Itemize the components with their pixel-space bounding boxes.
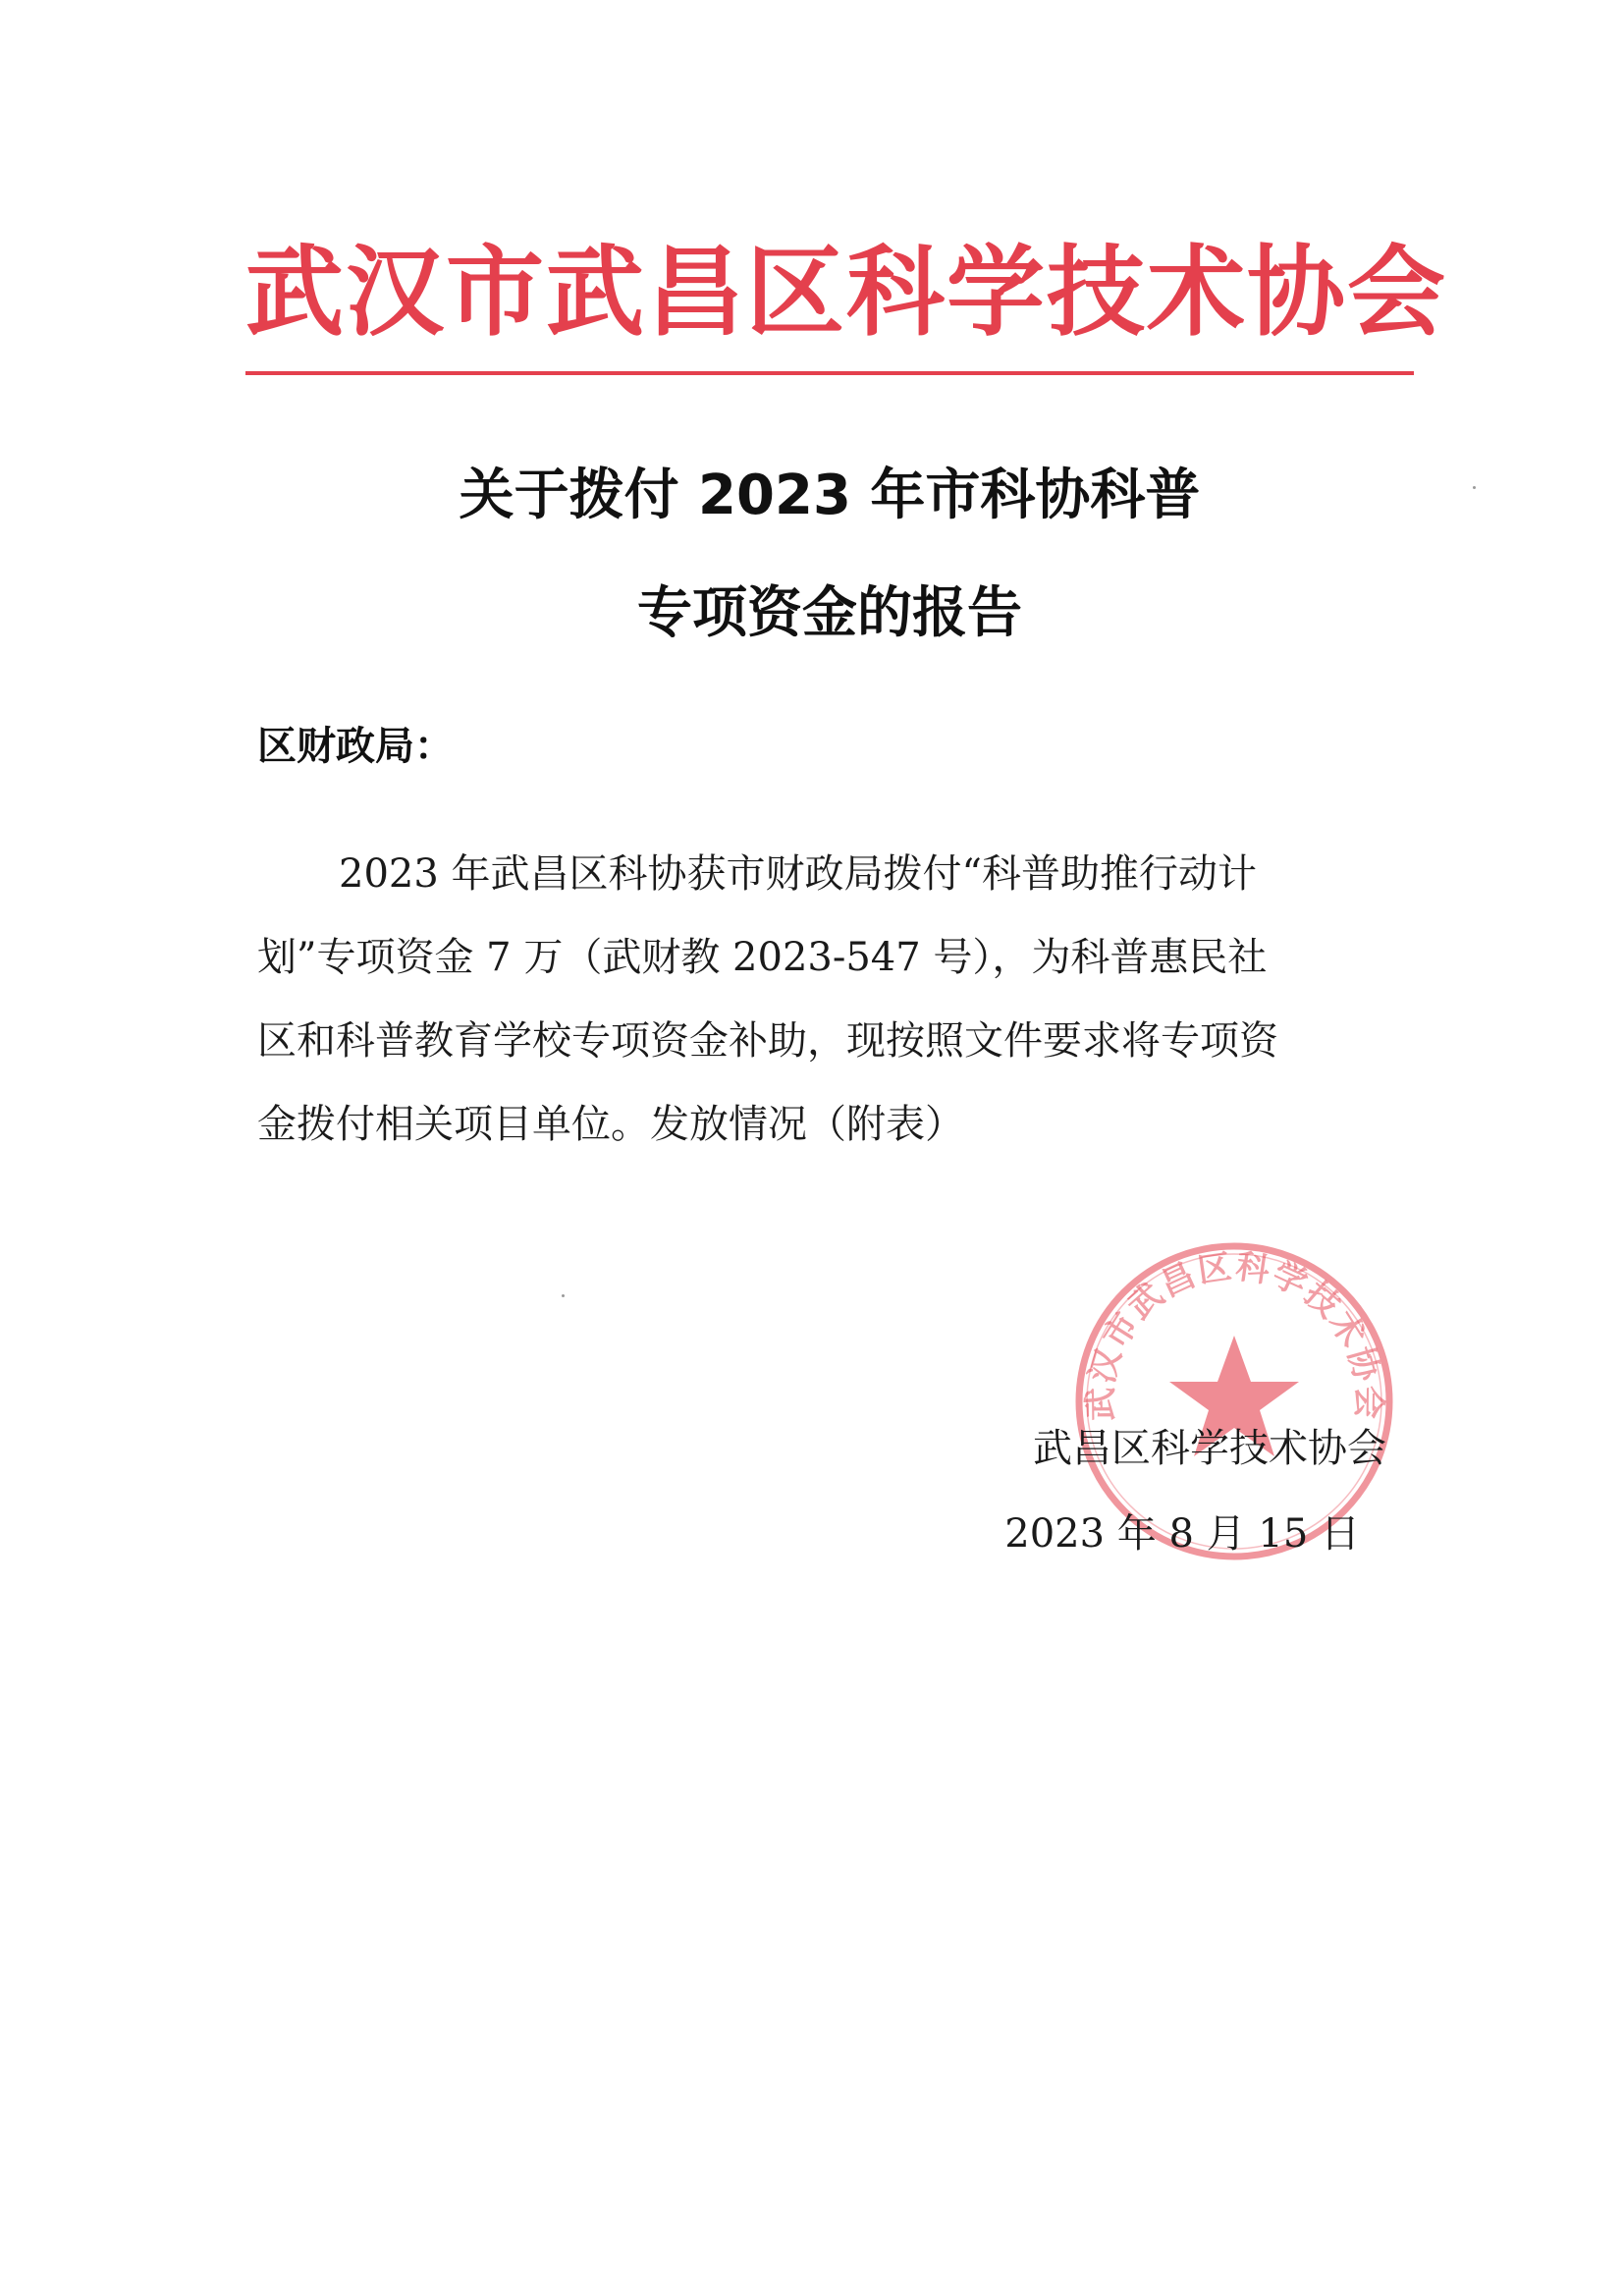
- body-line-3: 区和科普教育学校专项资金补助，现按照文件要求将专项资: [257, 1018, 1278, 1064]
- signature-organization: 武昌区科学技术协会: [1033, 1426, 1386, 1471]
- salutation: 区财政局：: [257, 724, 454, 769]
- signature-date: 2023 年 8 月 15 日: [1004, 1511, 1360, 1557]
- scan-speck: [562, 1294, 565, 1297]
- body-line-4: 金拨付相关项目单位。发放情况（附表）: [257, 1102, 964, 1147]
- body-line-2: 划”专项资金 7 万（武财教 2023-547 号），为科普惠民社: [257, 935, 1268, 980]
- seal-text: 武汉市武昌区科学技术协会: [1081, 1246, 1388, 1422]
- document-title-line-1: 关于拨付 2023 年市科协科普: [459, 464, 1201, 527]
- scan-speck: [1473, 486, 1476, 489]
- masthead-red-rule: [245, 371, 1414, 375]
- body-line-1: 2023 年武昌区科协获市财政局拨付“科普助推行动计: [339, 851, 1257, 897]
- masthead-organization: 武汉市武昌区科学技术协会: [245, 235, 1447, 350]
- document-title-line-2: 专项资金的报告: [637, 581, 1022, 645]
